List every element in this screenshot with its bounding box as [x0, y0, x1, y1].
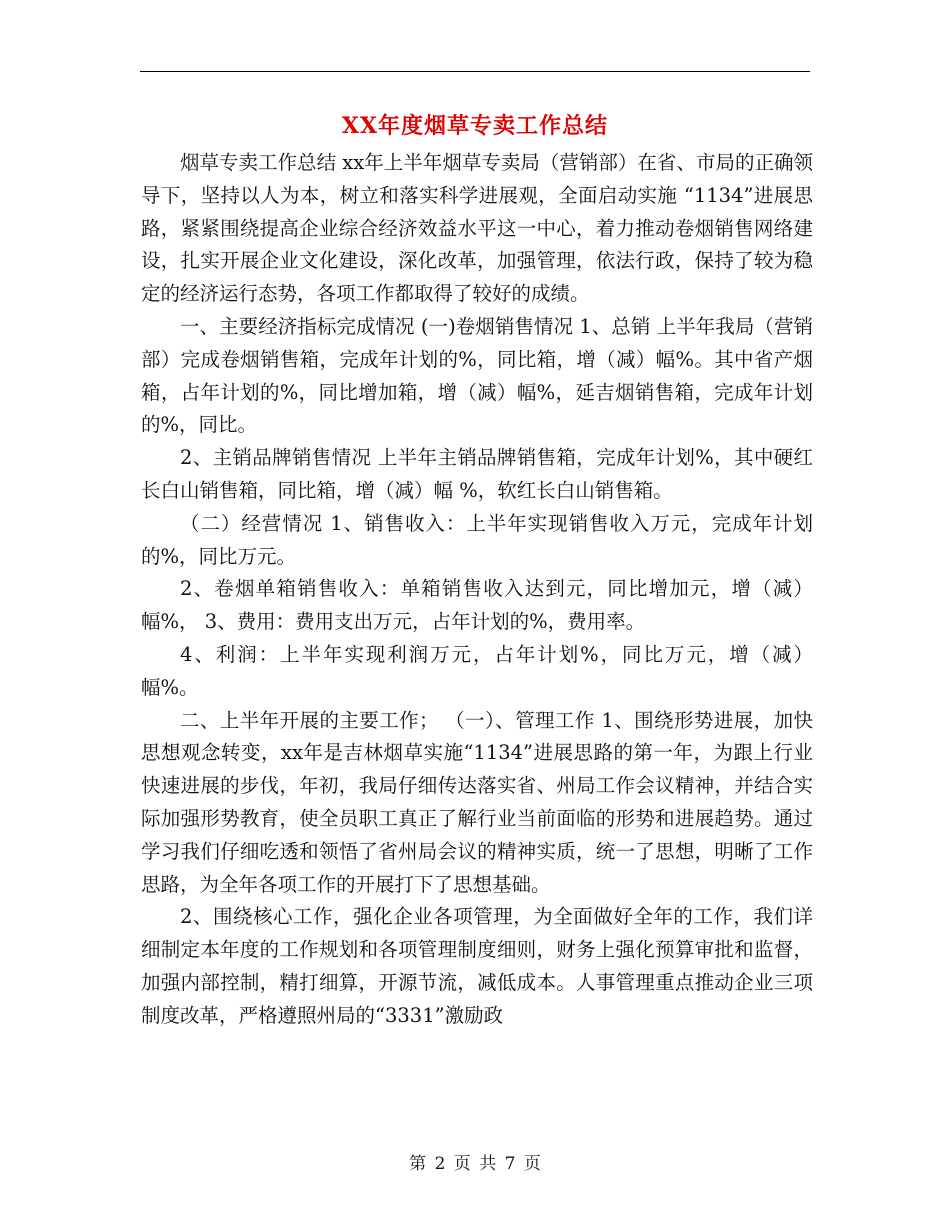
paragraph-unit-revenue: 2、卷烟单箱销售收入：单箱销售收入达到元，同比增加元，增（减）幅%， 3、费用：费用支出万元，占年计划的%，费用率。	[141, 577, 813, 634]
document-body	[141, 147, 813, 1033]
paragraph-core-work: 2、围绕核心工作，强化企业各项管理，为全面做好全年的工作，我们详细制定本年度的工作规划和各项管理制度细则，财务上强化预算审批和监督，加强内部控制，精打细算，开源节流，减低成本。人事管理重点推动企业三项制度改革，严格遵照州局的“3331”激励政	[141, 905, 813, 1027]
paragraph-brand-sales: 2、主销品牌销售情况 上半年主销品牌销售箱，完成年计划%，其中硬红长白山销售箱，同比箱，增（减）幅 %，软红长白山销售箱。	[141, 446, 813, 502]
paragraph-operations: （二）经营情况 1、销售收入：上半年实现销售收入万元，完成年计划的%，同比万元。	[141, 511, 813, 568]
paragraph-intro: 烟草专卖工作总结 xx年上半年烟草专卖局（营销部）在省、市局的正确领导下，坚持以人为本，树立和落实科学进展观，全面启动实施 “1134”进展思路，紧紧围绕提高企业综合经济效益水平这一中心，着力推动卷烟销售网络建设，扎实开展企业文化建设，深化改革，加强管理，依法行政，保持了较为稳定的经济运行态势，各项工作都取得了较好的成绩。	[141, 151, 813, 306]
page-number: 第 2 页 共 7 页	[409, 1154, 541, 1174]
paragraph-sales: 一、主要经济指标完成情况 (一)卷烟销售情况 1、总销 上半年我局（营销部）完成卷烟销售箱，完成年计划的%，同比箱，增（减）幅%。其中省产烟箱，占年计划的%，同比增加箱，增（减）幅%，延吉烟销售箱，完成年计划的%，同比。	[141, 314, 813, 437]
header-rule	[140, 71, 810, 72]
paragraph-profit: 4、利润：上半年实现利润万元，占年计划%，同比万元，增（减）幅%。	[141, 642, 813, 699]
paragraph-main-work: 二、上半年开展的主要工作； （一）、管理工作 1、围绕形势进展，加快思想观念转变，xx年是吉林烟草实施“1134”进展思路的第一年，为跟上行业快速进展的步伐，年初，我局仔细传达落实省、州局工作会议精神，并结合实际加强形势教育，使全员职工真正了解行业当前面临的形势和进展趋势。通过学习我们仔细吃透和领悟了省州局会议的精神实质，统一了思想，明晰了工作思路，为全年各项工作的开展打下了思想基础。	[141, 708, 813, 896]
document-title: XX年度烟草专卖工作总结	[341, 113, 609, 139]
